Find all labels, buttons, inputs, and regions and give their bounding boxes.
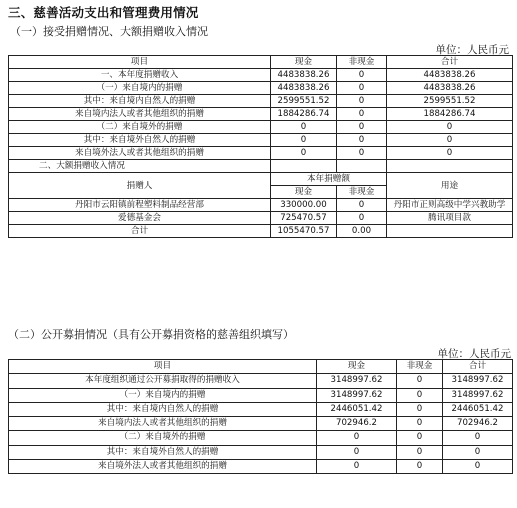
table-row xyxy=(9,388,513,402)
total-label: 合计 xyxy=(9,225,271,238)
header-total: 合计 xyxy=(387,56,513,69)
cell-cash: 1884286.74 xyxy=(271,108,337,121)
row-label: 一、本年度捐赠收入 xyxy=(9,69,271,82)
table-row xyxy=(9,134,513,147)
table-row xyxy=(9,460,513,474)
header-cash: 现金 xyxy=(317,360,397,374)
cell-total: 0 xyxy=(443,431,513,445)
header-donor: 捐赠人 xyxy=(9,173,271,199)
cell-noncash: 0 xyxy=(337,199,387,212)
header-noncash: 非现金 xyxy=(337,186,387,199)
header-cash: 现金 xyxy=(271,186,337,199)
cell-total: 0 xyxy=(443,445,513,459)
cell-cash: 725470.57 xyxy=(271,212,337,225)
cell-total: 0 xyxy=(387,134,513,147)
row-label: （二）来自境外的捐赠 xyxy=(9,121,271,134)
donor-name: 丹阳市云阳镇前程塑料制品经营部 xyxy=(9,199,271,212)
header-noncash: 非现金 xyxy=(397,360,443,374)
cell-cash: 0 xyxy=(317,431,397,445)
cell-total: 3148997.62 xyxy=(443,388,513,402)
header-use: 用途 xyxy=(387,173,513,199)
cell-total: 3148997.62 xyxy=(443,374,513,388)
cell-total: 2446051.42 xyxy=(443,402,513,416)
cell-noncash: 0 xyxy=(397,431,443,445)
cell-total: 4483838.26 xyxy=(387,82,513,95)
table-row xyxy=(9,445,513,459)
large-donation-section-label: 二、大额捐赠收入情况 xyxy=(9,160,271,173)
row-label: 来自境内法人或者其他组织的捐赠 xyxy=(9,108,271,121)
table-row xyxy=(9,431,513,445)
cell-use: 腾讯项目款 xyxy=(387,212,513,225)
table-row xyxy=(9,69,513,82)
table-row xyxy=(9,82,513,95)
cell-cash: 3148997.62 xyxy=(317,374,397,388)
cell-cash: 0 xyxy=(271,121,337,134)
cell-cash: 4483838.26 xyxy=(271,69,337,82)
cell-cash: 2446051.42 xyxy=(317,402,397,416)
table-row xyxy=(9,374,513,388)
row-label: 本年度组织通过公开募捐取得的捐赠收入 xyxy=(9,374,317,388)
total-cash: 1055470.57 xyxy=(271,225,337,238)
table-header-row xyxy=(9,56,513,69)
cell-noncash: 0 xyxy=(337,212,387,225)
cell-cash: 4483838.26 xyxy=(271,82,337,95)
cell-cash: 3148997.62 xyxy=(317,388,397,402)
header-noncash: 非现金 xyxy=(337,56,387,69)
donation-income-table xyxy=(8,55,513,238)
cell-noncash: 0 xyxy=(337,95,387,108)
donor-name: 爱德基金会 xyxy=(9,212,271,225)
row-label: （一）来自境内的捐赠 xyxy=(9,82,271,95)
cell-noncash: 0 xyxy=(337,69,387,82)
empty-cell xyxy=(387,160,513,173)
row-label: （一）来自境内的捐赠 xyxy=(9,388,317,402)
cell-noncash: 0 xyxy=(397,460,443,474)
cell-noncash: 0 xyxy=(337,121,387,134)
cell-total: 702946.2 xyxy=(443,417,513,431)
table-row xyxy=(9,402,513,416)
cell-cash: 0 xyxy=(317,460,397,474)
row-label: 其中：来自境内自然人的捐赠 xyxy=(9,402,317,416)
cell-total: 1884286.74 xyxy=(387,108,513,121)
cell-noncash: 0 xyxy=(397,388,443,402)
header-total: 合计 xyxy=(443,360,513,374)
cell-noncash: 0 xyxy=(397,402,443,416)
cell-total: 2599551.52 xyxy=(387,95,513,108)
row-label: 其中：来自境外自然人的捐赠 xyxy=(9,134,271,147)
row-label: 其中：来自境外自然人的捐赠 xyxy=(9,445,317,459)
total-noncash: 0.00 xyxy=(337,225,387,238)
row-label: 来自境内法人或者其他组织的捐赠 xyxy=(9,417,317,431)
cell-noncash: 0 xyxy=(397,445,443,459)
table-header-row xyxy=(9,360,513,374)
cell-cash: 2599551.52 xyxy=(271,95,337,108)
row-label: 来自境外法人或者其他组织的捐赠 xyxy=(9,460,317,474)
cell-noncash: 0 xyxy=(337,108,387,121)
cell-cash: 0 xyxy=(271,147,337,160)
empty-cell xyxy=(271,160,337,173)
section-title: 三、慈善活动支出和管理费用情况 xyxy=(8,5,199,20)
subsection-title-public-fundraising: （二）公开募捐情况（具有公开募捐资格的慈善组织填写） xyxy=(8,328,294,341)
empty-cell xyxy=(337,160,387,173)
table-row xyxy=(9,121,513,134)
unit-label: 单位：人民币元 xyxy=(435,44,509,56)
header-cash: 现金 xyxy=(271,56,337,69)
row-label: （二）来自境外的捐赠 xyxy=(9,431,317,445)
cell-cash: 0 xyxy=(271,134,337,147)
cell-total: 0 xyxy=(443,460,513,474)
row-label: 来自境外法人或者其他组织的捐赠 xyxy=(9,147,271,160)
row-label: 其中：来自境内自然人的捐赠 xyxy=(9,95,271,108)
table-row xyxy=(9,199,513,212)
cell-noncash: 0 xyxy=(397,417,443,431)
table-row xyxy=(9,95,513,108)
cell-cash: 330000.00 xyxy=(271,199,337,212)
header-item: 项目 xyxy=(9,360,317,374)
cell-noncash: 0 xyxy=(397,374,443,388)
cell-cash: 0 xyxy=(317,445,397,459)
total-use xyxy=(387,225,513,238)
cell-cash: 702946.2 xyxy=(317,417,397,431)
unit-label-2: 单位：人民币元 xyxy=(437,348,511,360)
table-row xyxy=(9,417,513,431)
table-row xyxy=(9,108,513,121)
cell-noncash: 0 xyxy=(337,134,387,147)
header-year-amount: 本年捐赠额 xyxy=(271,173,387,186)
large-donation-section-row xyxy=(9,160,513,173)
cell-total: 0 xyxy=(387,121,513,134)
cell-use: 丹阳市正则高级中学兴教助学 xyxy=(387,199,513,212)
header-item: 项目 xyxy=(9,56,271,69)
table-row xyxy=(9,212,513,225)
total-row xyxy=(9,225,513,238)
subsection-title-donations: （一）接受捐赠情况、大额捐赠收入情况 xyxy=(10,25,208,38)
cell-total: 0 xyxy=(387,147,513,160)
large-donation-header-row xyxy=(9,173,513,186)
cell-noncash: 0 xyxy=(337,82,387,95)
public-fundraising-table xyxy=(8,359,513,474)
cell-noncash: 0 xyxy=(337,147,387,160)
cell-total: 4483838.26 xyxy=(387,69,513,82)
table-row xyxy=(9,147,513,160)
